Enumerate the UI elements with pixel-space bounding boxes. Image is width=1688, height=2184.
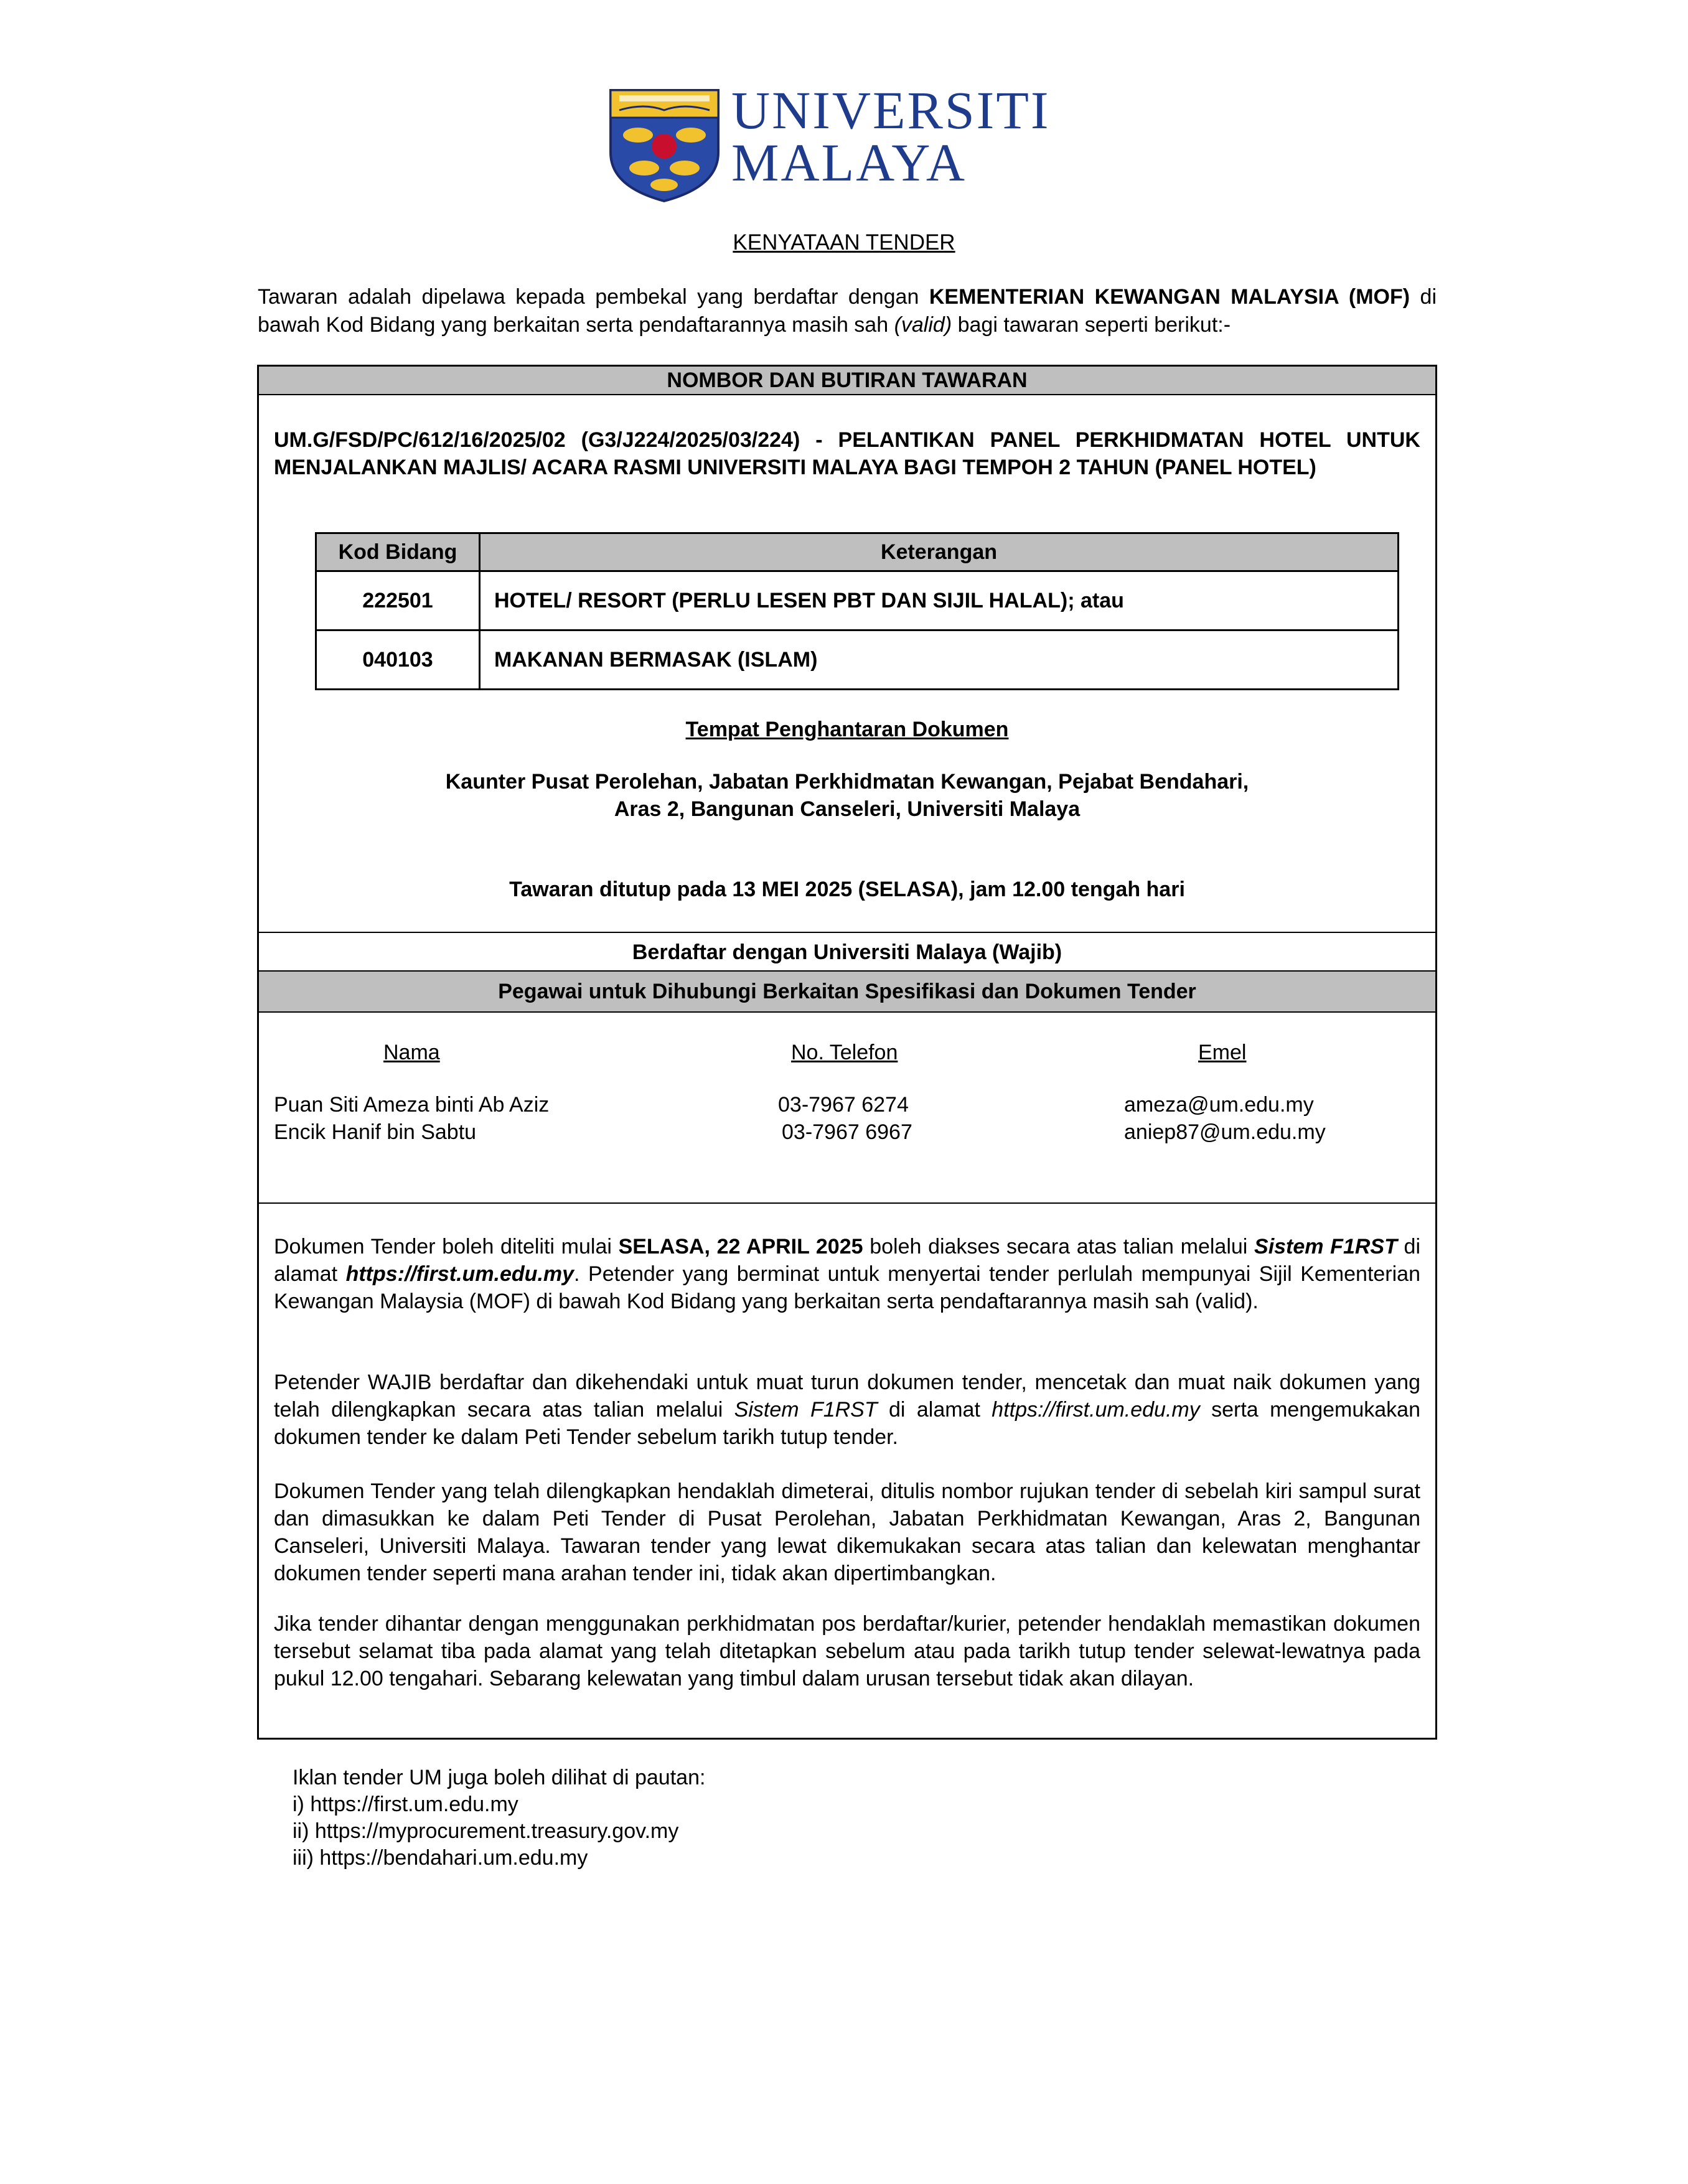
table-row xyxy=(316,571,1399,630)
intro-paragraph: Tawaran adalah dipelawa kepada pembekal yang berdaftar dengan KEMENTERIAN KEWANGAN MALAYSIA (MOF) di bawah Kod Bidang yang berkaitan serta pendaftarannya masih sah (valid) bagi tawaran seperti berikut:- xyxy=(258,285,1437,337)
footer-links xyxy=(293,1765,705,1872)
logo-line-2: MALAYA xyxy=(731,133,967,192)
contact-col-name: Nama xyxy=(383,1041,440,1064)
logo-wordmark xyxy=(731,80,1051,192)
contact-col-phone: No. Telefon xyxy=(791,1041,898,1064)
footer-intro: Iklan tender UM juga boleh dilihat di pautan: xyxy=(293,1766,706,1789)
keterangan-header: Keterangan xyxy=(480,533,1399,571)
tender-box-header: NOMBOR DAN BUTIRAN TAWARAN xyxy=(259,367,1435,395)
footer-link[interactable]: iii) https://bendahari.um.edu.my xyxy=(293,1846,588,1870)
kod-code: 040103 xyxy=(316,630,480,690)
kod-desc: HOTEL/ RESORT (PERLU LESEN PBT DAN SIJIL HALAL); atau xyxy=(480,571,1399,630)
footer-link[interactable]: i) https://first.um.edu.my xyxy=(293,1793,518,1816)
kod-code: 222501 xyxy=(316,571,480,630)
kod-bidang-table xyxy=(315,532,1399,690)
contact-header: Pegawai untuk Dihubungi Berkaitan Spesifikasi dan Dokumen Tender xyxy=(259,970,1435,1013)
kod-desc: MAKANAN BERMASAK (ISLAM) xyxy=(480,630,1399,690)
crest-icon xyxy=(607,84,722,202)
paragraph-1: Dokumen Tender boleh diteliti mulai SELASA, 22 APRIL 2025 boleh diakses secara atas talian melalui Sistem F1RST di alamat https://first.um.edu.my. Petender yang berminat untuk menyertai tender perlulah mempunyai Sijil Kementerian Kewangan Malaysia (MOF) di bawah Kod Bidang yang berkaitan serta pendaftarannya masih sah (valid). xyxy=(274,1235,1421,1313)
venue-title: Tempat Penghantaran Dokumen xyxy=(685,718,1009,741)
tender-box xyxy=(257,365,1437,1740)
divider xyxy=(259,1202,1435,1204)
paragraph-2: Petender WAJIB berdaftar dan dikehendaki untuk muat turun dokumen tender, mencetak dan muat naik dokumen yang telah dilengkapkan secara atas talian melalui Sistem F1RST di alamat https://first.um.edu.my serta mengemukakan dokumen tender ke dalam Peti Tender sebelum tarikh tutup tender. xyxy=(274,1371,1420,1449)
closing-date: Tawaran ditutup pada 13 MEI 2025 (SELASA), jam 12.00 tengah hari xyxy=(509,878,1185,901)
contact-name: Puan Siti Ameza binti Ab Aziz xyxy=(274,1093,550,1117)
paragraph-4: Jika tender dihantar dengan menggunakan perkhidmatan pos berdaftar/kurier, petender hendaklah memastikan dokumen tersebut selamat tiba pada alamat yang telah ditetapkan sebelum atau pada tarikh tutup tender selewat-lewatnya pada pukul 12.00 tengahari. Sebarang kelewatan yang timbul dalam urusan tersebut tidak akan dilayan. xyxy=(274,1612,1420,1690)
logo-line-1: UNIVERSITI xyxy=(731,80,1051,140)
contact-email: aniep87@um.edu.my xyxy=(1124,1120,1326,1144)
contact-phone: 03-7967 6274 xyxy=(778,1093,909,1117)
university-logo xyxy=(607,80,1055,202)
table-row xyxy=(316,630,1399,690)
contact-col-email: Emel xyxy=(1198,1041,1247,1064)
registration-note: Berdaftar dengan Universiti Malaya (Wajib) xyxy=(632,940,1062,964)
footer-link[interactable]: ii) https://myprocurement.treasury.gov.my xyxy=(293,1819,679,1843)
venue-address: Kaunter Pusat Perolehan, Jabatan Perkhidmatan Kewangan, Pejabat Bendahari, Aras 2, Bangunan Canseleri, Universiti Malaya xyxy=(445,770,1249,821)
table-header-row xyxy=(316,533,1399,571)
kod-bidang-header: Kod Bidang xyxy=(316,533,480,571)
divider xyxy=(259,932,1435,933)
page-title: KENYATAAN TENDER xyxy=(733,230,955,255)
contact-name: Encik Hanif bin Sabtu xyxy=(274,1120,477,1144)
contact-email: ameza@um.edu.my xyxy=(1124,1093,1314,1117)
paragraph-3: Dokumen Tender yang telah dilengkapkan hendaklah dimeterai, ditulis nombor rujukan tender di sebelah kiri sampul surat dan dimasukkan ke dalam Peti Tender di Pusat Perolehan, Jabatan Perkhidmatan Kewangan, Aras 2, Bangunan Canseleri, Universiti Malaya. Tawaran tender yang lewat dikemukakan secara atas talian dan kelewatan menghantar dokumen tender seperti mana arahan tender ini, tidak akan dipertimbangkan. xyxy=(274,1479,1420,1585)
contact-phone: 03-7967 6967 xyxy=(782,1120,912,1144)
tender-title: UM.G/FSD/PC/612/16/2025/02 (G3/J224/2025/03/224) - PELANTIKAN PANEL PERKHIDMATAN HOTEL UNTUK MENJALANKAN MAJLIS/ ACARA RASMI UNIVERSITI MALAYA BAGI TEMPOH 2 TAHUN (PANEL HOTEL) xyxy=(274,428,1420,479)
